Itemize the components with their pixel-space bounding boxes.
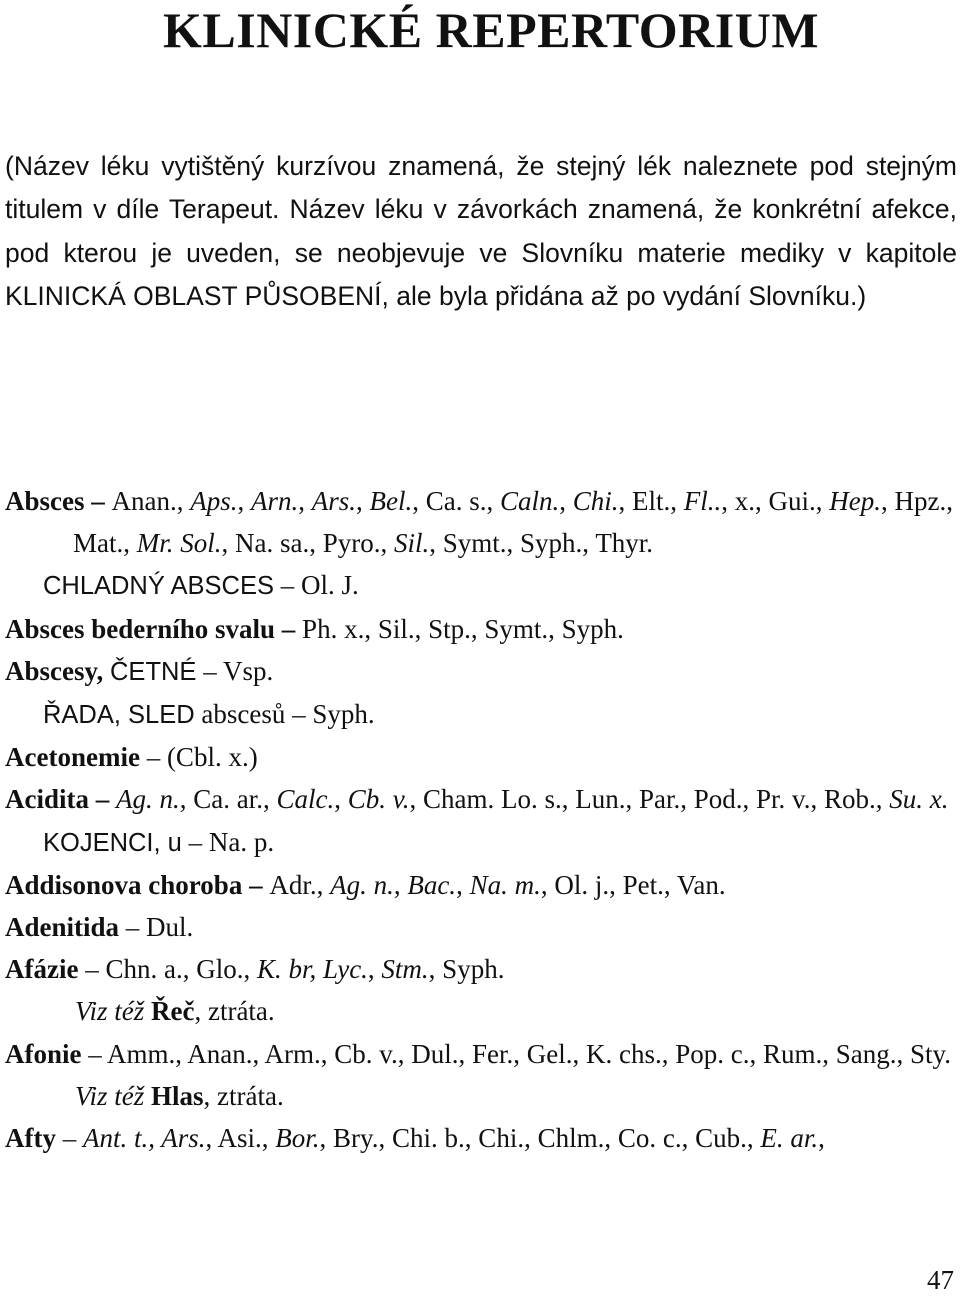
entry-text: , Symt., Syph., Thyr.: [429, 528, 654, 559]
entry-text: Ag. n.: [330, 869, 394, 900]
entry-text: Afty: [5, 1123, 56, 1154]
entry-text: , Ca. s.,: [412, 486, 500, 516]
entry-text: Anan.,: [111, 486, 191, 516]
entry-text: Arn.: [250, 486, 299, 516]
entry-text: E. ar.: [760, 1123, 819, 1154]
entry-text: ŘADA, SLED: [43, 701, 195, 730]
repertory-entry: [5, 948, 960, 990]
entry-text: Řeč: [151, 996, 195, 1027]
entry-text: , Na. sa., Pyro.,: [221, 528, 394, 559]
entry-text: Stm.: [381, 954, 429, 985]
entry-text: Acidita –: [5, 784, 116, 815]
entry-text: – Na. p.: [181, 826, 275, 857]
entry-text: Hlas: [151, 1080, 204, 1111]
entry-text: ,: [456, 869, 470, 900]
entry-text: Acetonemie: [5, 742, 140, 773]
entry-text: Chi.: [572, 486, 619, 516]
entry-text: , Ol. j., Pet., Van.: [540, 869, 726, 900]
entry-text: Ars.: [311, 486, 356, 516]
entry-text: ČETNÉ: [110, 657, 197, 686]
entry-text: ,: [298, 486, 312, 516]
entry-text: abscesů – Syph.: [194, 699, 375, 730]
repertory-entry: [5, 608, 960, 650]
repertory-subentry: [5, 821, 960, 864]
entry-text: , ztráta.: [203, 1080, 284, 1111]
entry-text: – (Cbl. x.): [139, 742, 258, 773]
entry-text: – Vsp.: [196, 655, 274, 686]
entry-text: ,: [334, 784, 348, 815]
entry-text: –: [55, 1123, 83, 1154]
entry-text: Caln.: [499, 486, 560, 516]
entry-text: Su. x.: [889, 784, 949, 815]
entry-text: CHLADNÝ ABSCES: [43, 572, 274, 601]
entry-text: , x., Gui.,: [721, 486, 830, 516]
entry-text: Aps.: [190, 486, 238, 516]
entry-text: , ztráta.: [194, 996, 275, 1027]
entry-text: ,: [356, 486, 370, 516]
repertory-entry: [5, 864, 960, 906]
entry-text: Mr. Sol.: [136, 528, 222, 559]
entry-text: , Hpz., Mat.,: [73, 486, 953, 559]
repertory-entry: [5, 1033, 960, 1075]
entry-text: – Ol. J.: [274, 570, 359, 601]
entry-text: ,: [818, 1123, 825, 1154]
repertory-entries: [5, 480, 960, 1159]
entry-text: Cb. v.: [347, 784, 410, 815]
entry-text: , Ca. ar.,: [179, 784, 277, 815]
entry-text: Ph. x., Sil., Stp., Symt., Syph.: [302, 613, 624, 644]
intro-paragraph: (Název léku vytištěný kurzívou znamená, že stejný lék naleznete pod stejným titulem v díle Terapeut. Název léku v závorkách znamená, že konkrétní afekce, pod kterou je uveden, se neobjevuje ve Slovníku materie mediky v kapitole KLINICKÁ OBLAST PŮSOBENÍ, ale byla přidána až po vydání Slovníku.): [5, 151, 957, 311]
entry-text: Absces bederního svalu –: [5, 613, 303, 644]
entry-text: Viz též: [75, 1080, 151, 1111]
entry-text: , Syph.: [428, 954, 505, 985]
entry-text: Bac.: [407, 869, 457, 900]
entry-text: Calc.: [276, 784, 335, 815]
entry-text: , Cham. Lo. s., Lun., Par., Pod., Pr. v., Rob.,: [409, 784, 890, 815]
repertory-entry: [5, 650, 960, 693]
entry-text: KOJENCI, u: [43, 828, 182, 857]
cross-reference: [5, 1075, 960, 1117]
entry-text: Ant. t., Ars.: [82, 1123, 206, 1154]
entry-text: – Chn. a., Glo.,: [78, 954, 257, 985]
entry-text: ,: [559, 486, 573, 516]
entry-text: Addisonova choroba –: [5, 869, 270, 900]
entry-text: – Amm., Anan., Arm., Cb. v., Dul., Fer., Gel., K. chs., Pop. c., Rum., Sang., Sty.: [81, 1038, 952, 1069]
entry-text: Adenitida: [5, 912, 120, 943]
repertory-entry: [5, 778, 960, 820]
entry-text: ,: [393, 869, 408, 900]
repertory-subentry: [5, 564, 960, 607]
repertory-entry: [5, 1117, 960, 1159]
entry-text: – Dul.: [119, 912, 194, 943]
entry-text: Adr.,: [269, 869, 331, 900]
entry-text: Hep.: [829, 486, 881, 516]
entry-text: Afázie: [5, 954, 79, 985]
page-title: KLINICKÉ REPERTORIUM: [163, 2, 820, 58]
entry-text: Viz též: [75, 996, 151, 1027]
entry-text: Abscesy,: [5, 655, 111, 686]
entry-text: , Asi.,: [205, 1123, 276, 1154]
entry-text: Absces –: [5, 486, 112, 516]
entry-text: , Elt.,: [618, 486, 684, 516]
repertory-entry: [5, 736, 960, 778]
entry-text: Afonie: [5, 1038, 82, 1069]
entry-text: Fl..: [683, 486, 722, 516]
cross-reference: [5, 990, 960, 1032]
repertory-entry: [5, 480, 960, 564]
repertory-subentry: [5, 693, 960, 736]
entry-text: Bor.: [275, 1123, 320, 1154]
page-number: 47: [927, 1265, 954, 1295]
entry-text: Bel.: [369, 486, 413, 516]
entry-text: ,: [237, 486, 251, 516]
entry-text: K. br, Lyc.: [256, 954, 368, 985]
entry-text: Sil.: [394, 528, 430, 559]
repertory-entry: [5, 906, 960, 948]
entry-text: , Bry., Chi. b., Chi., Chlm., Co. c., Cub.,: [319, 1123, 761, 1154]
entry-text: ,: [367, 954, 382, 985]
entry-text: Na. m.: [469, 869, 541, 900]
entry-text: Ag. n.: [116, 784, 180, 815]
